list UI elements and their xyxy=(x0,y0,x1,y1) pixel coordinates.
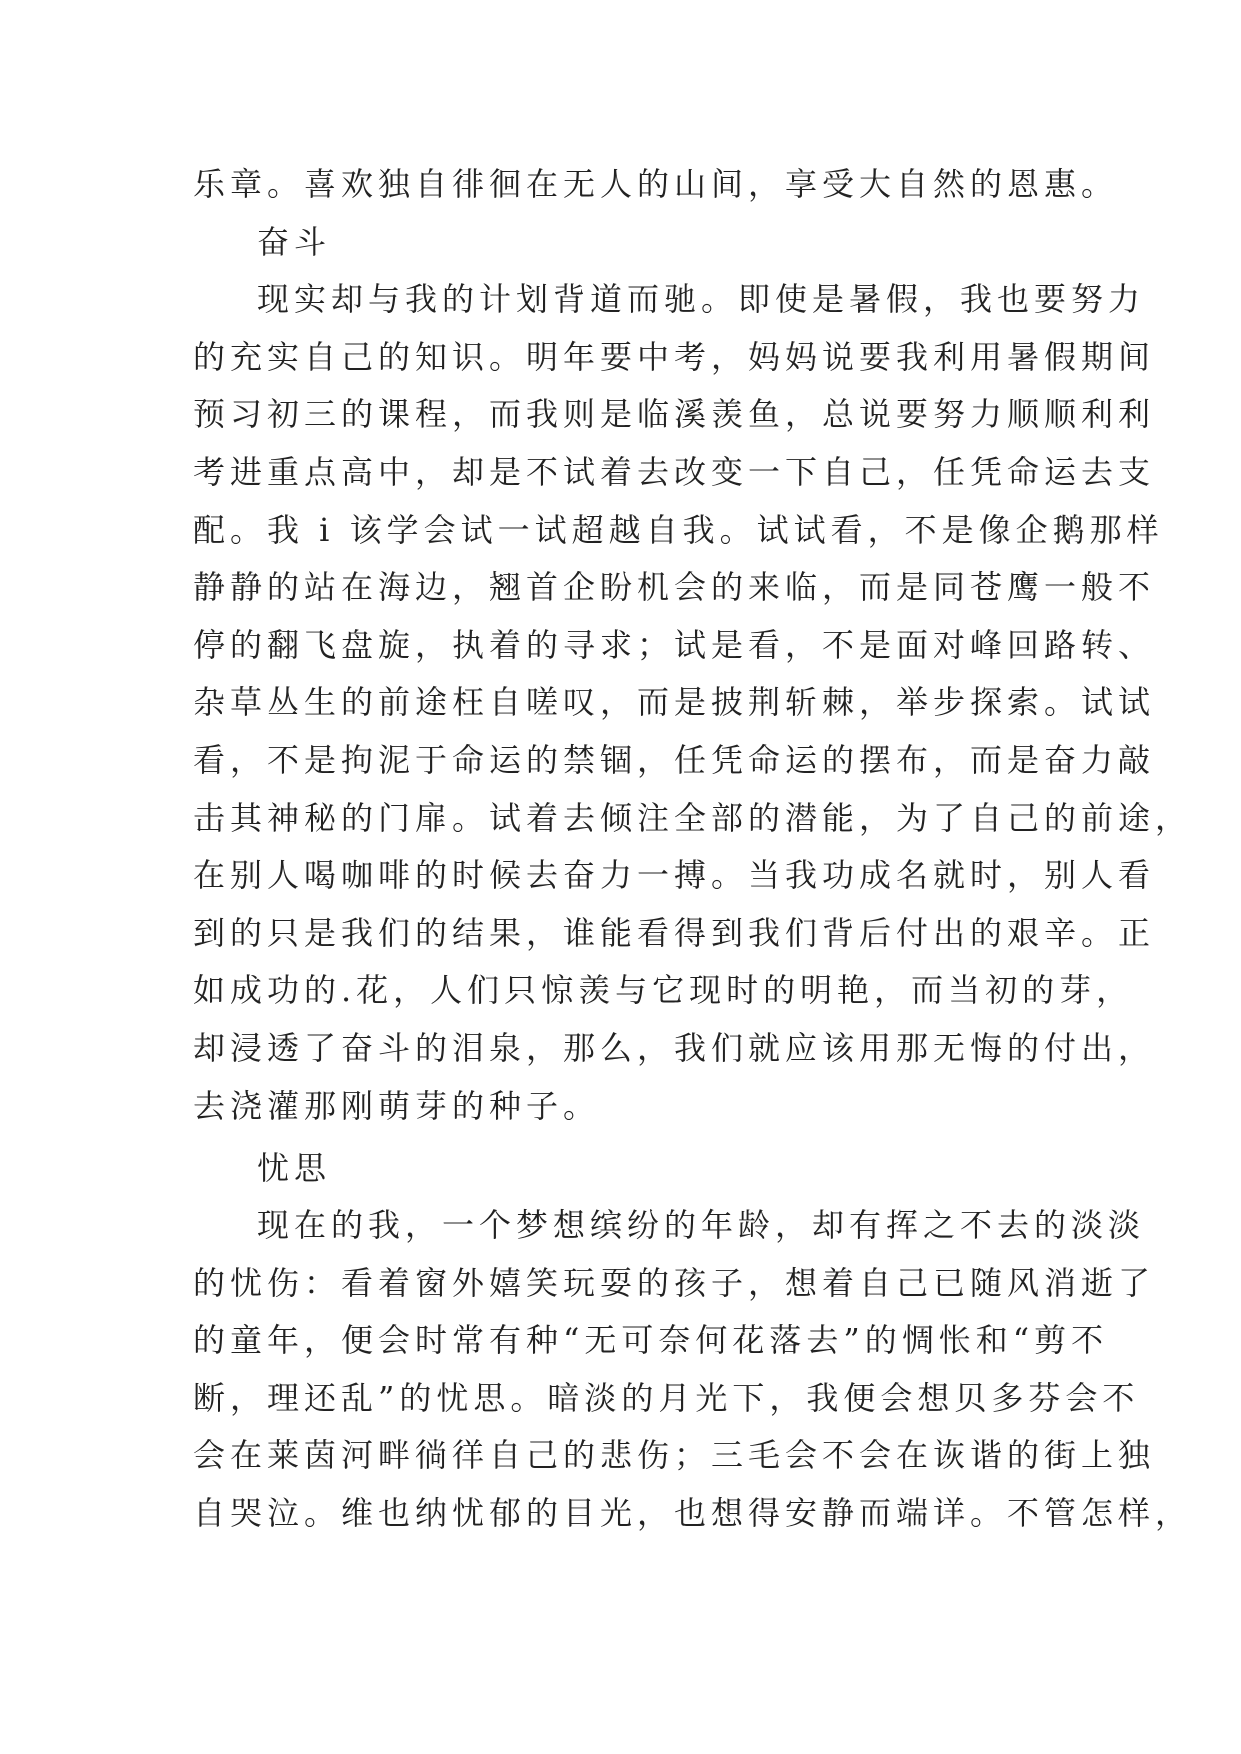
text-line: 在别人喝咖啡的时候去奋力一搏。当我功成名就时，别人看 xyxy=(193,856,1156,895)
section-heading: 忧思 xyxy=(257,1148,332,1187)
text-line: 自哭泣。维也纳忧郁的目光，也想得安静而端详。不管怎样， xyxy=(193,1494,1193,1533)
document-body xyxy=(193,156,1193,1543)
text-line: 现在的我，一个梦想缤纷的年龄，却有挥之不去的淡淡 xyxy=(257,1206,1146,1245)
text-line: 却浸透了奋斗的泪泉，那么，我们就应该用那无悔的付出， xyxy=(193,1028,1156,1067)
text-line: 考进重点高中，却是不试着去改变一下自己，任凭命运去支 xyxy=(193,452,1156,491)
text-line: 的童年，便会时常有种“无可奈何花落去”的惆怅和“剪不 xyxy=(193,1321,1109,1360)
text-line: 乐章。喜欢独自徘徊在无人的山间，享受大自然的恩惠。 xyxy=(193,165,1119,203)
text-line: 的忧伤：看着窗外嬉笑玩耍的孩子，想着自己已随风消逝了 xyxy=(193,1263,1156,1302)
text-line: 预习初三的课程，而我则是临溪羡鱼，总说要努力顺顺利利 xyxy=(193,395,1156,434)
text-line: 杂草丛生的前途枉自嗟叹，而是披荆斩棘，举步探索。试试 xyxy=(193,683,1156,722)
text-line: 的充实自己的知识。明年要中考，妈妈说要我利用暑假期间 xyxy=(193,337,1156,376)
text-line: 配。我 i 该学会试一试超越自我。试试看，不是像企鹅那样 xyxy=(193,510,1164,549)
text-line: 到的只是我们的结果，谁能看得到我们背后付出的艰辛。正 xyxy=(193,913,1156,952)
text-line: 如成功的.花，人们只惊羡与它现时的明艳，而当初的芽， xyxy=(193,971,1134,1010)
text-line: 击其神秘的门扉。试着去倾注全部的潜能，为了自己的前途， xyxy=(193,798,1193,837)
text-line: 现实却与我的计划背道而驰。即使是暑假，我也要努力 xyxy=(257,280,1146,319)
text-line: 看，不是拘泥于命运的禁锢，任凭命运的摆布，而是奋力敲 xyxy=(193,740,1156,779)
text-line: 去浇灌那刚萌芽的种子。 xyxy=(193,1086,601,1125)
text-line: 静静的站在海边，翘首企盼机会的来临，而是同苍鹰一般不 xyxy=(193,568,1156,607)
text-line: 停的翻飞盘旋，执着的寻求；试是看，不是面对峰回路转、 xyxy=(193,625,1156,664)
section-heading: 奋斗 xyxy=(257,222,332,261)
text-line: 会在莱茵河畔徜徉自己的悲伤；三毛会不会在诙谐的街上独 xyxy=(193,1436,1156,1475)
text-line: 断，理还乱”的忧思。暗淡的月光下，我便会想贝多芬会不 xyxy=(193,1378,1140,1417)
